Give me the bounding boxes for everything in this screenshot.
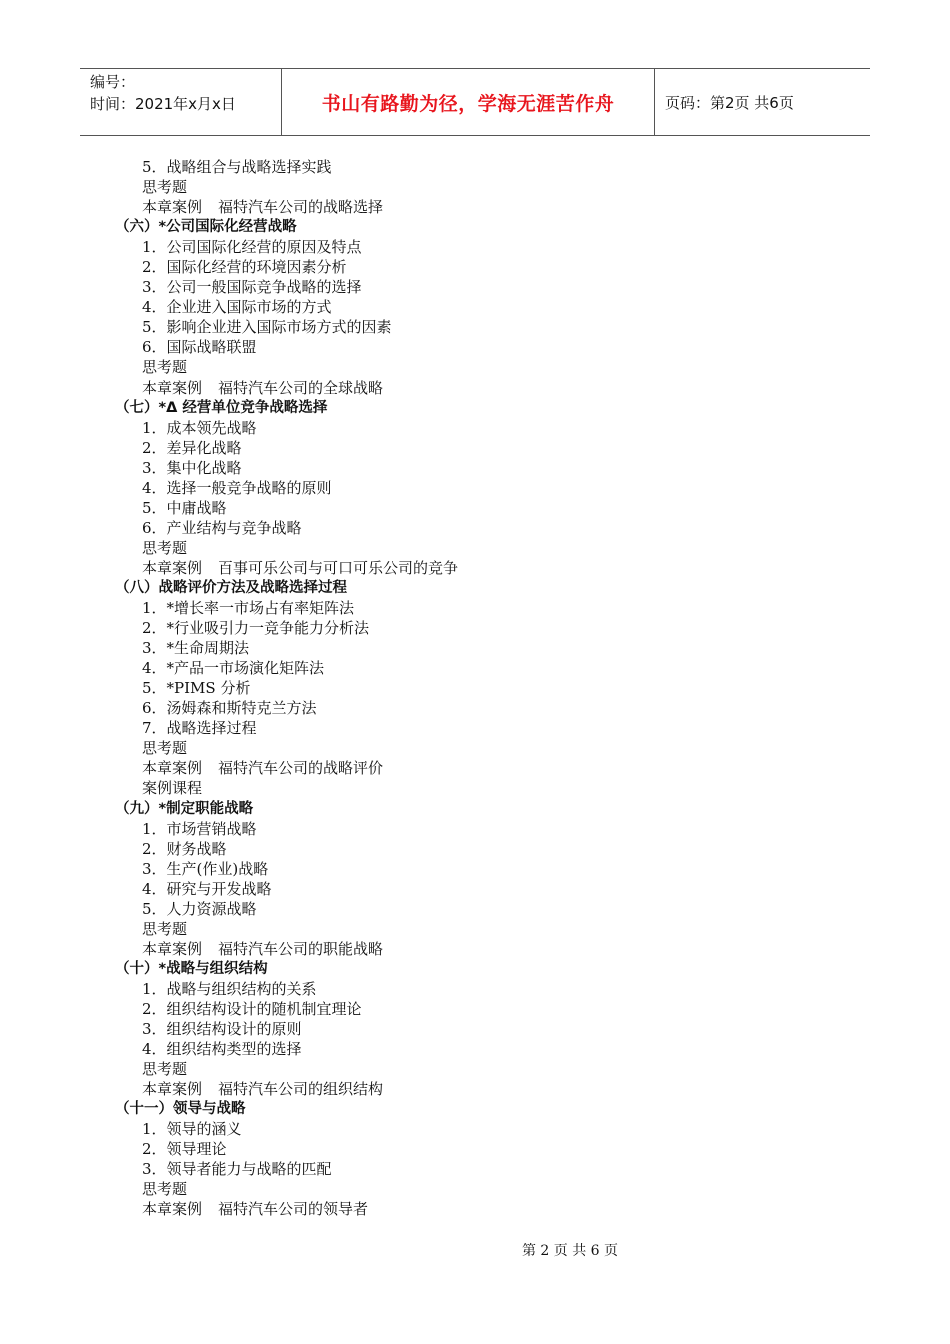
case-label: 本章案例 xyxy=(142,558,203,577)
case-label: 本章案例 xyxy=(142,939,203,958)
case-title: 福特汽车公司的战略评价 xyxy=(218,759,384,778)
outline-item: 3．领导者能力与战略的匹配 xyxy=(142,1160,332,1179)
outline-item: 3．组织结构设计的原则 xyxy=(142,1020,302,1039)
outline-item: 4．组织结构类型的选择 xyxy=(142,1040,302,1059)
outline-item: 5．人力资源战略 xyxy=(142,899,257,918)
page-footer: 第 2 页 共 6 页 xyxy=(521,1243,619,1259)
outline-subline: 思考题 xyxy=(142,178,188,197)
outline-item: 4．研究与开发战略 xyxy=(142,879,272,898)
outline-subline: 案例课程 xyxy=(142,779,203,798)
page-header xyxy=(80,68,870,136)
case-label: 本章案例 xyxy=(142,1080,203,1099)
outline-subline: 思考题 xyxy=(142,1180,188,1199)
outline-item: 5．中庸战略 xyxy=(142,498,227,517)
outline-item: 3．集中化战略 xyxy=(142,458,242,477)
case-title: 福特汽车公司的组织结构 xyxy=(218,1080,384,1099)
outline-item: 2．差异化战略 xyxy=(142,438,242,457)
case-title: 福特汽车公司的全球战略 xyxy=(218,378,384,397)
section-heading: （九）*制定职能战略 xyxy=(115,800,254,817)
outline-item: 3．公司一般国际竞争战略的选择 xyxy=(142,278,362,297)
section-heading: （十）*战略与组织结构 xyxy=(115,960,268,977)
outline-subline: 思考题 xyxy=(142,919,188,938)
outline-item: 2．国际化经营的环境因素分析 xyxy=(142,258,347,277)
outline-item: 1．领导的涵义 xyxy=(142,1120,242,1139)
outline-item: 1．公司国际化经营的原因及特点 xyxy=(142,238,362,257)
header-number-label: 编号： xyxy=(90,73,136,91)
outline-subline: 思考题 xyxy=(142,358,188,377)
case-line xyxy=(115,1079,835,1099)
outline-item: 6．产业结构与竞争战略 xyxy=(142,518,302,537)
outline-item: 1．成本领先战略 xyxy=(142,418,257,437)
outline-item: 2．组织结构设计的随机制宜理论 xyxy=(142,999,362,1018)
outline-item: 4．*产品一市场演化矩阵法 xyxy=(142,659,325,678)
outline-item: 2．财务战略 xyxy=(142,839,227,858)
outline-item: 4．选择一般竞争战略的原则 xyxy=(142,478,332,497)
case-line xyxy=(115,558,835,578)
header-meta xyxy=(80,69,282,135)
case-line xyxy=(115,197,835,217)
case-label: 本章案例 xyxy=(142,759,203,778)
header-time-label: 时间：2021年x月x日 xyxy=(90,95,236,113)
section-heading: （八）战略评价方法及战略选择过程 xyxy=(115,579,347,596)
outline-item: 1．*增长率一市场占有率矩阵法 xyxy=(142,599,355,618)
header-slogan-cell xyxy=(282,69,655,135)
case-title: 福特汽车公司的职能战略 xyxy=(218,939,384,958)
outline-item: 3．*生命周期法 xyxy=(142,639,250,658)
header-slogan: 书山有路勤为径，学海无涯苦作舟 xyxy=(321,92,615,115)
outline-content xyxy=(115,157,835,1219)
outline-subline: 思考题 xyxy=(142,538,188,557)
case-label: 本章案例 xyxy=(142,198,203,217)
case-line xyxy=(115,378,835,398)
outline-subline: 思考题 xyxy=(142,1060,188,1079)
outline-item: 5．*PIMS 分析 xyxy=(142,679,251,698)
outline-item: 1．战略与组织结构的关系 xyxy=(142,979,317,998)
section-heading: （六）*公司国际化经营战略 xyxy=(115,219,297,236)
section-heading: （七）*Δ 经营单位竞争战略选择 xyxy=(115,399,328,416)
outline-item: 7．战略选择过程 xyxy=(142,719,257,738)
case-title: 福特汽车公司的战略选择 xyxy=(218,198,384,217)
outline-item: 1．市场营销战略 xyxy=(142,819,257,838)
outline-item: 6．国际战略联盟 xyxy=(142,338,257,357)
outline-item: 2．*行业吸引力一竞争能力分析法 xyxy=(142,619,370,638)
case-label: 本章案例 xyxy=(142,378,203,397)
header-page-label: 页码：第2页 共6页 xyxy=(665,93,794,112)
outline-subline: 思考题 xyxy=(142,739,188,758)
case-line xyxy=(115,939,835,959)
case-title: 百事可乐公司与可口可乐公司的竞争 xyxy=(218,558,459,577)
case-line xyxy=(115,758,835,778)
outline-item: 5．影响企业进入国际市场方式的因素 xyxy=(142,318,392,337)
section-heading: （十一）领导与战略 xyxy=(115,1101,246,1118)
outline-item: 4．企业进入国际市场的方式 xyxy=(142,298,332,317)
outline-item: 6．汤姆森和斯特克兰方法 xyxy=(142,699,317,718)
case-title: 福特汽车公司的领导者 xyxy=(218,1200,369,1219)
header-page-cell xyxy=(655,69,870,135)
case-line xyxy=(115,1199,835,1219)
outline-item: 5．战略组合与战略选择实践 xyxy=(142,158,332,176)
case-label: 本章案例 xyxy=(142,1200,203,1219)
outline-item: 2．领导理论 xyxy=(142,1140,227,1159)
outline-item: 3．生产(作业)战略 xyxy=(142,859,269,878)
